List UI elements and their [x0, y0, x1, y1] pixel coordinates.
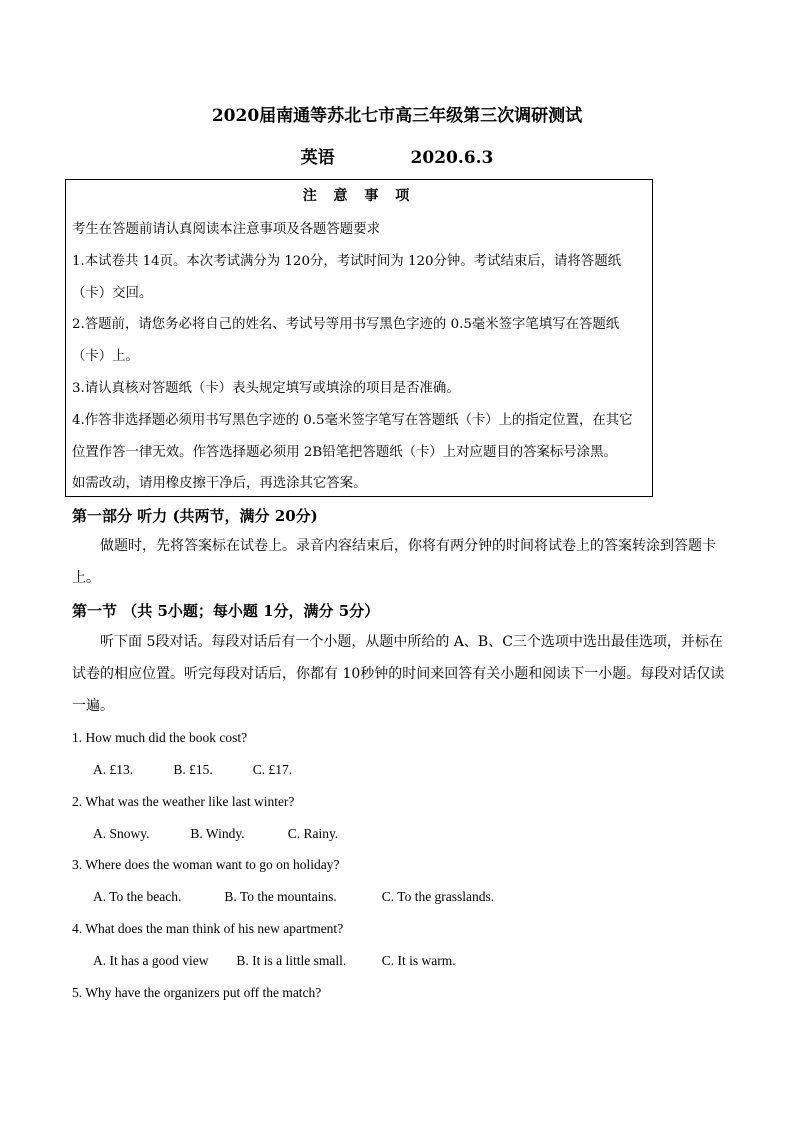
question-stem: 3. Where does the woman want to go on holiday? [72, 857, 340, 872]
subject-label: 英语 [300, 148, 335, 168]
notice-line: 考生在答题前请认真阅读本注意事项及各题答题要求 [72, 222, 380, 237]
part1-intro [72, 531, 724, 595]
notice-line: （卡）交回。 [72, 285, 153, 301]
notice-line: 如需改动，请用橡皮擦干净后，再选涂其它答案。 [72, 476, 367, 492]
option-c: C. £17. [252, 762, 293, 777]
option-c: C. It is warm. [381, 953, 456, 968]
notice-line: 1.本试卷共 14页。本次考试满分为 120分，考试时间为 120分钟。考试结束后，请将答题纸 [72, 253, 621, 269]
option-b: B. £15. [173, 762, 213, 777]
exam-subtitle [0, 145, 794, 171]
option-b: B. It is a little small. [236, 953, 347, 968]
section1-heading: 第一节 （共 5小题；每小题 1分，满分 5分） [72, 602, 380, 620]
part1-heading: 第一部分 听力 (共两节，满分 20分) [72, 507, 318, 525]
option-a: A. To the beach. [93, 889, 182, 904]
option-b: B. Windy. [190, 826, 245, 841]
exam-date: 2020.6.3 [410, 148, 494, 168]
option-c: C. Rainy. [287, 826, 339, 841]
instruction-line: 试卷的相应位置。听完每段对话后，你都有 10秒钟的时间来回答有关小题和阅读下一小题。每段对话仅读 [72, 665, 725, 682]
section1-instructions [72, 627, 724, 722]
notice-line: 位置作答一律无效。作答选择题必须用 2B铅笔把答题纸（卡）上对应题目的答案标号涂黑。 [72, 444, 617, 460]
question-stem: 4. What does the man think of his new apartment? [72, 921, 344, 936]
intro-line: 上。 [72, 569, 100, 586]
option-c: C. To the grasslands. [381, 889, 495, 904]
intro-line: 做题时，先将答案标在试卷上。录音内容结束后，你将有两分钟的时间将试卷上的答案转涂到答题卡 [100, 538, 716, 554]
exam-title: 2020届南通等苏北七市高三年级第三次调研测试 [211, 106, 583, 126]
option-a: A. It has a good view [93, 953, 209, 968]
question-options [93, 760, 292, 780]
question-stem: 1. How much did the book cost? [72, 730, 248, 745]
notice-line: 2.答题前，请您务必将自己的姓名、考试号等用书写黑色字迹的 0.5毫米签字笔填写在答题纸 [72, 317, 620, 333]
question-stem: 2. What was the weather like last winter? [72, 794, 295, 809]
option-a: A. Snowy. [93, 826, 150, 841]
option-b: B. To the mountains. [224, 889, 337, 904]
question-stem: 5. Why have the organizers put off the match? [72, 985, 322, 1000]
option-a: A. £13. [93, 762, 134, 777]
question-options [93, 887, 494, 907]
notice-title: 注 意 事 项 [302, 188, 416, 204]
question-options [93, 951, 456, 971]
instruction-line: 一遍。 [72, 697, 114, 714]
instruction-line: 听下面 5段对话。每段对话后有一个小题，从题中所给的 A、B、C三个选项中选出最佳选项，并标在 [100, 634, 723, 650]
notice-line: （卡）上。 [72, 349, 139, 365]
notice-box [65, 179, 653, 497]
notice-line: 3.请认真核对答题纸（卡）表头规定填写或填涂的项目是否准确。 [72, 380, 460, 396]
notice-line: 4.作答非选择题必须用书写黑色字迹的 0.5毫米签字笔写在答题纸（卡）上的指定位置，在其它 [72, 412, 633, 428]
question-options [93, 824, 338, 844]
